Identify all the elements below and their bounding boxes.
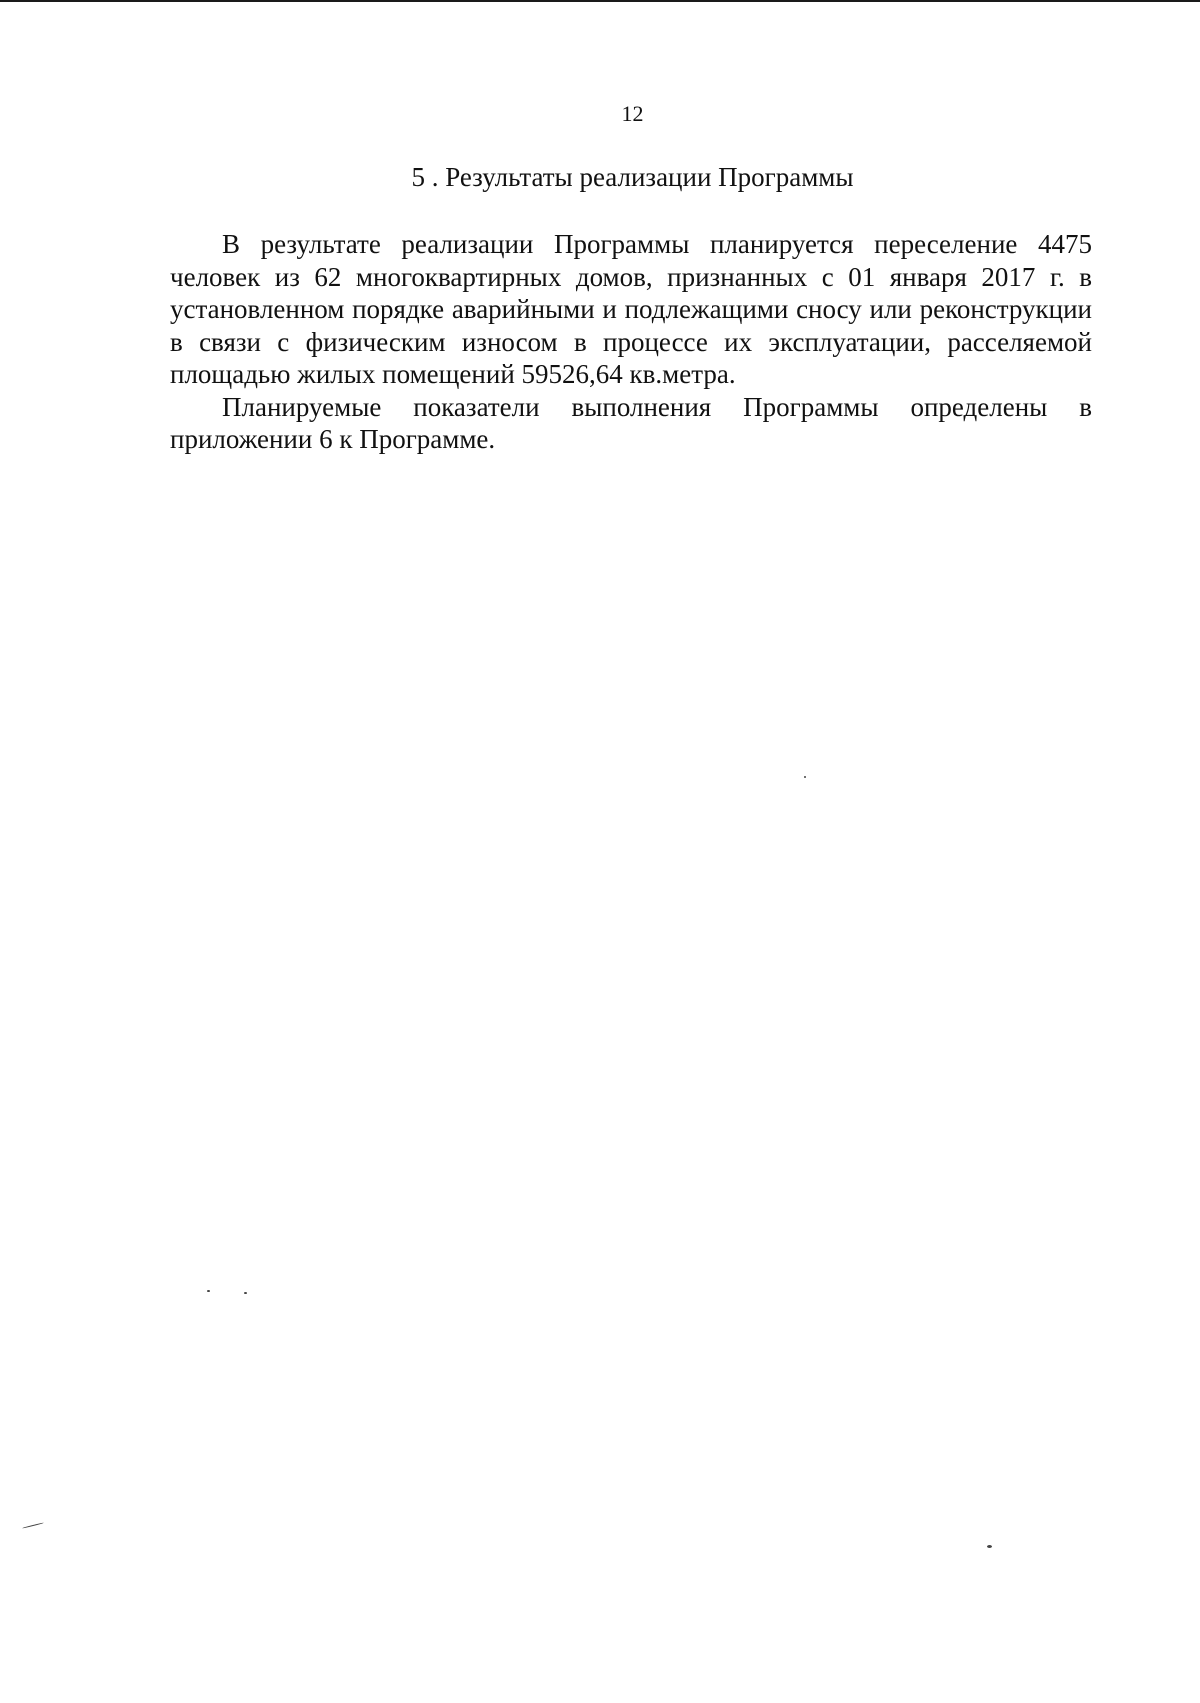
- scan-speck: [987, 1545, 992, 1548]
- body-text: [170, 228, 1092, 456]
- scan-speck: [22, 1522, 44, 1528]
- paragraph-results: В результате реализации Программы планируется переселение 4475 человек из 62 многоквартирных домов, признанных с 01 января 2017 г. в установленном порядке аварийными и подлежащими сносу или реконструкции в связи с физическим износом в процессе их эксплуатации, расселяемой площадью жилых помещений 59526,64 кв.метра.: [170, 229, 1092, 389]
- paragraph-indicators: Планируемые показатели выполнения Программы определены в приложении 6 к Программе.: [170, 391, 1092, 454]
- scan-speck: [244, 1292, 247, 1294]
- page-number: 12: [621, 101, 644, 126]
- section-title: 5 . Результаты реализации Программы: [411, 162, 854, 192]
- scan-speck: [207, 1290, 210, 1292]
- page-top-edge: [0, 0, 1200, 2]
- scan-speck: [804, 776, 806, 778]
